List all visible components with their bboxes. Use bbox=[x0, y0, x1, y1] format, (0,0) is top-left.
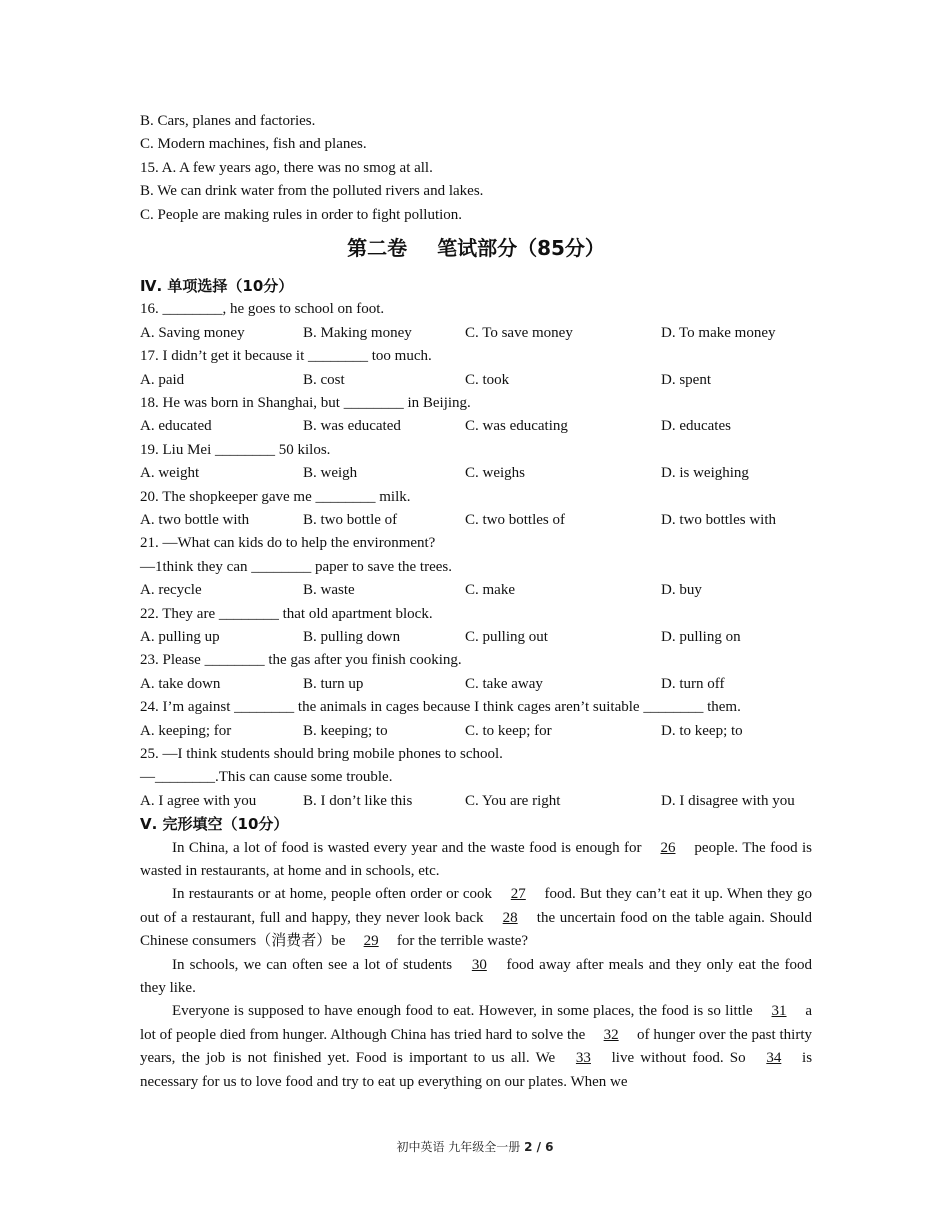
blank-26: 26 bbox=[660, 839, 676, 856]
option-a: A. paid bbox=[140, 371, 185, 388]
question-stem-reply: —________.This can cause some trouble. bbox=[140, 769, 393, 786]
question-options bbox=[140, 322, 812, 345]
blank-31: 31 bbox=[771, 1003, 787, 1020]
question-options bbox=[140, 626, 812, 649]
question-stem: 21. —What can kids do to help the environment? bbox=[140, 535, 436, 552]
blank-27: 27 bbox=[510, 886, 526, 903]
option-d: D. pulling on bbox=[661, 629, 741, 646]
paragraph-text: In schools, we can often see a lot of students bbox=[172, 956, 453, 973]
section-heading-single-choice: Ⅳ. 单项选择（10分） bbox=[140, 277, 294, 296]
question-options bbox=[140, 790, 812, 813]
question-options bbox=[140, 720, 812, 743]
paragraph-text: of hunger over the past thirty years, the job is not finished yet. Food is important to us all. We bbox=[140, 1026, 812, 1067]
option-a: A. Saving money bbox=[140, 324, 245, 341]
option-a: A. two bottle with bbox=[140, 512, 250, 529]
option-d: D. is weighing bbox=[661, 465, 749, 482]
blank-30: 30 bbox=[471, 956, 487, 973]
page-footer bbox=[0, 1138, 950, 1155]
option-c: C. take away bbox=[465, 675, 543, 692]
option-a: A. recycle bbox=[140, 582, 202, 599]
question-stem: 22. They are ________ that old apartment block. bbox=[140, 605, 433, 622]
option-c: C. You are right bbox=[465, 792, 561, 809]
option-line: B. We can drink water from the polluted rivers and lakes. bbox=[140, 183, 484, 200]
option-c: C. pulling out bbox=[465, 629, 548, 646]
option-b: B. turn up bbox=[303, 675, 364, 692]
option-b: B. weigh bbox=[303, 465, 358, 482]
section-heading-cloze: Ⅴ. 完形填空（10分） bbox=[140, 815, 289, 834]
option-a: A. pulling up bbox=[140, 629, 220, 646]
option-b: B. was educated bbox=[303, 418, 401, 435]
paragraph-text: In China, a lot of food is wasted every year and the waste food is enough for bbox=[172, 839, 642, 856]
option-a: A. keeping; for bbox=[140, 722, 232, 739]
option-c: C. took bbox=[465, 371, 510, 388]
paragraph-text: food away after meals and they only eat the food they like. bbox=[140, 956, 813, 997]
question-options bbox=[140, 509, 812, 532]
paragraph-text: In restaurants or at home, people often order or cook bbox=[172, 886, 493, 903]
option-a: A. take down bbox=[140, 675, 221, 692]
cloze-paragraph bbox=[140, 883, 812, 953]
option-c: C. to keep; for bbox=[465, 722, 552, 739]
question-stem: 25. —I think students should bring mobile phones to school. bbox=[140, 746, 503, 763]
question-options bbox=[140, 462, 812, 485]
option-d: D. to keep; to bbox=[661, 722, 743, 739]
question-stem: 19. Liu Mei ________ 50 kilos. bbox=[140, 441, 331, 458]
part-title bbox=[140, 233, 812, 263]
question-options bbox=[140, 415, 812, 438]
option-c: C. To save money bbox=[465, 324, 573, 341]
option-d: D. turn off bbox=[661, 675, 725, 692]
paragraph-text: people. The food is wasted in restaurants, at home and in schools, etc. bbox=[140, 839, 813, 880]
option-d: D. two bottles with bbox=[661, 512, 776, 529]
option-b: B. cost bbox=[303, 371, 345, 388]
question-stem-reply: —1think they can ________ paper to save the trees. bbox=[140, 558, 452, 575]
blank-29: 29 bbox=[363, 933, 379, 950]
option-b: B. waste bbox=[303, 582, 355, 599]
paragraph-text: food. But they can’t eat it up. When they go out of a restaurant, full and happy, they never look back bbox=[140, 886, 813, 926]
cloze-paragraph bbox=[140, 837, 812, 884]
blank-32: 32 bbox=[603, 1026, 619, 1043]
option-c: C. weighs bbox=[465, 465, 525, 482]
question-stem: 20. The shopkeeper gave me ________ milk. bbox=[140, 488, 411, 505]
question-stem: 16. ________, he goes to school on foot. bbox=[140, 301, 385, 318]
option-d: D. buy bbox=[661, 582, 702, 599]
option-a: A. weight bbox=[140, 465, 200, 482]
question-stem: 17. I didn’t get it because it ________ too much. bbox=[140, 348, 432, 365]
part-title-right: 笔试部分（85分） bbox=[437, 236, 605, 261]
option-c: C. two bottles of bbox=[465, 512, 565, 529]
option-d: D. educates bbox=[661, 418, 731, 435]
question-line: 15. A. A few years ago, there was no smog at all. bbox=[140, 159, 433, 176]
option-line: C. Modern machines, fish and planes. bbox=[140, 136, 367, 153]
option-a: A. I agree with you bbox=[140, 792, 257, 809]
question-options bbox=[140, 673, 812, 696]
footer-text: 初中英语 九年级全一册 bbox=[396, 1140, 525, 1154]
paragraph-text: for the terrible waste? bbox=[396, 933, 529, 950]
option-c: C. was educating bbox=[465, 418, 568, 435]
question-stem: 24. I’m against ________ the animals in cages because I think cages aren’t suitable ________ them. bbox=[140, 699, 741, 716]
blank-34: 34 bbox=[766, 1050, 782, 1067]
option-b: B. Making money bbox=[303, 324, 412, 341]
paragraph-text: the uncertain food on the table again. Should Chinese consumers（消费者）be bbox=[140, 909, 813, 950]
option-a: A. educated bbox=[140, 418, 212, 435]
question-options bbox=[140, 369, 812, 392]
page-number: 2 / 6 bbox=[524, 1140, 554, 1154]
option-b: B. two bottle of bbox=[303, 512, 398, 529]
paragraph-text: a lot of people died from hunger. Although China has tried hard to solve the bbox=[140, 1003, 813, 1043]
question-options bbox=[140, 579, 812, 602]
option-line: C. People are making rules in order to fight pollution. bbox=[140, 206, 463, 223]
option-c: C. make bbox=[465, 582, 515, 599]
cloze-paragraph bbox=[140, 1000, 812, 1094]
blank-33: 33 bbox=[575, 1050, 591, 1067]
option-d: D. I disagree with you bbox=[661, 792, 795, 809]
option-d: D. spent bbox=[661, 371, 711, 388]
option-b: B. pulling down bbox=[303, 629, 401, 646]
option-line: B. Cars, planes and factories. bbox=[140, 113, 316, 129]
option-b: B. keeping; to bbox=[303, 722, 388, 739]
paragraph-text: live without food. So bbox=[611, 1050, 746, 1067]
question-stem: 18. He was born in Shanghai, but ________ in Beijing. bbox=[140, 395, 471, 412]
option-b: B. I don’t like this bbox=[303, 792, 413, 809]
blank-28: 28 bbox=[502, 909, 518, 926]
option-d: D. To make money bbox=[661, 324, 776, 341]
exam-page bbox=[140, 110, 812, 1094]
paragraph-text: Everyone is supposed to have enough food to eat. However, in some places, the food is so little bbox=[172, 1003, 753, 1020]
question-stem: 23. Please ________ the gas after you finish cooking. bbox=[140, 652, 462, 669]
part-title-left: 第二卷 bbox=[347, 236, 408, 261]
cloze-paragraph bbox=[140, 954, 812, 1001]
paragraph-text: is necessary for us to love food and try to eat up everything on our plates. When we bbox=[140, 1050, 813, 1090]
